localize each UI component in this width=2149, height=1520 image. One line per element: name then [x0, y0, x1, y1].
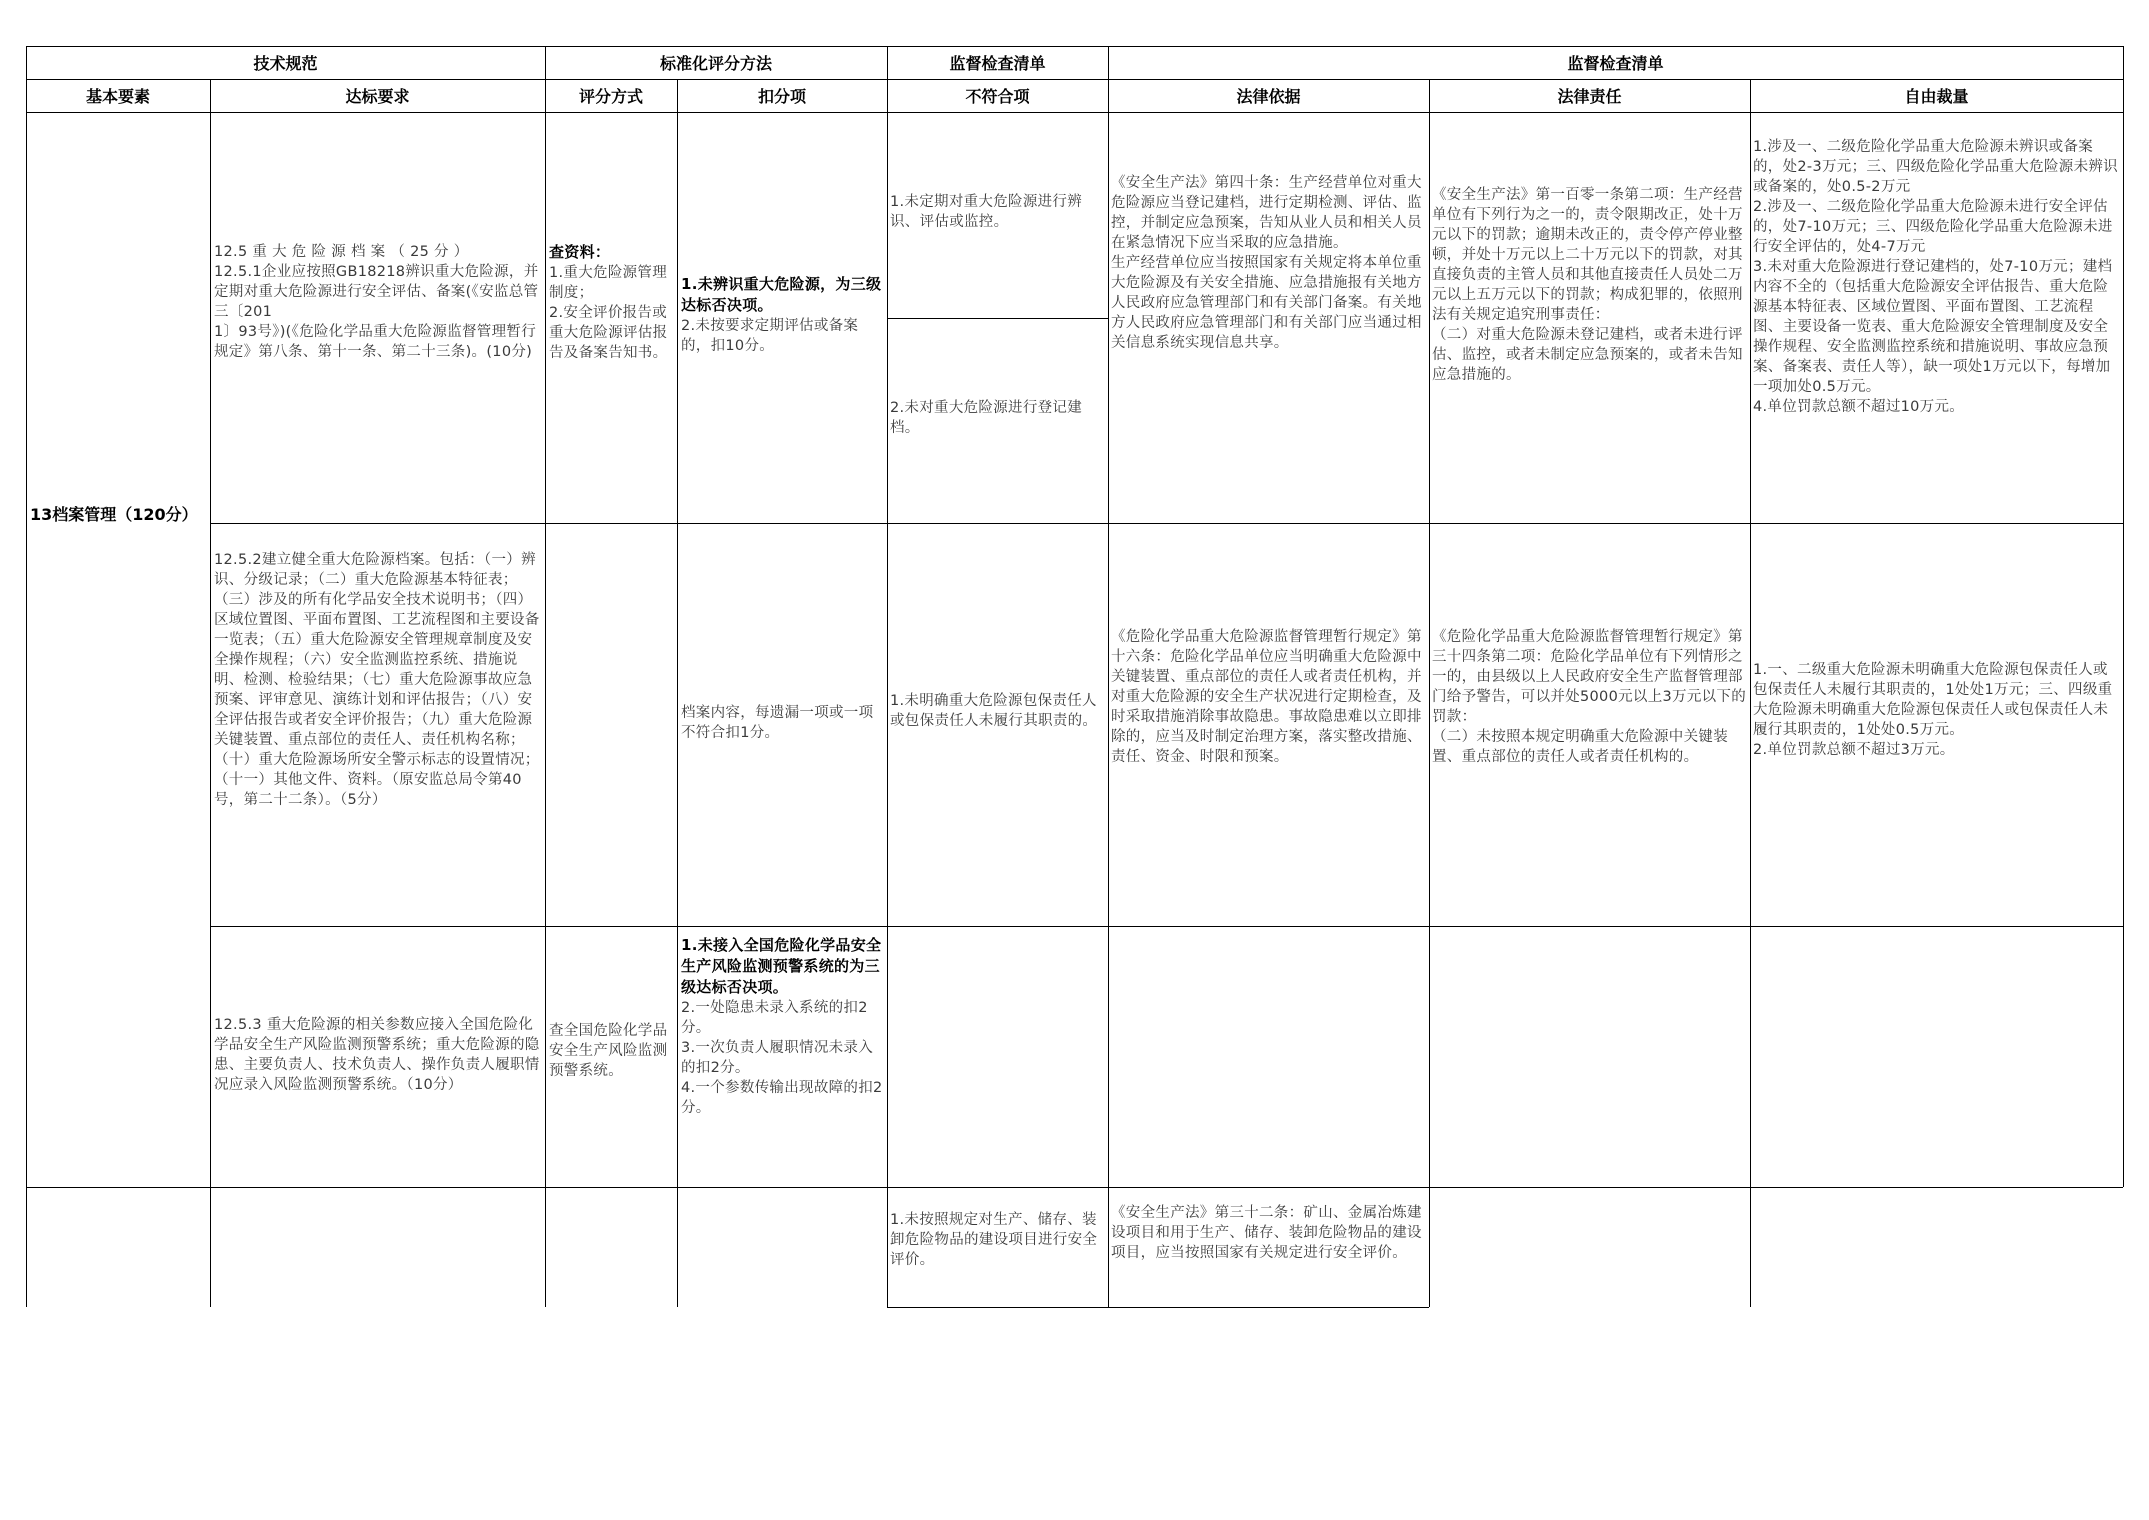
row3-deduction-veto: 1.未接入全国危险化学品安全生产风险监测预警系统的为三级达标否决项。	[681, 936, 882, 996]
row2-discretion: 1.一、二级重大危险源未明确重大危险源包保责任人或包保责任人未履行其职责的，1处处1万元；三、四级重大危险源未明确重大危险源包保责任人或包保责任人未履行其职责的，1处处0.5万元。 2.单位罚款总额不超过3万元。	[1753, 662, 2113, 758]
column-header-noncompliance: 不符合项	[965, 87, 1030, 106]
col-divider-noncompliance	[1108, 46, 1109, 1307]
header-group-tech: 技术规范	[253, 54, 318, 73]
column-header-deduction: 扣分项	[757, 87, 806, 106]
row3-method: 查全国危险化学品安全生产风险监测预警系统。	[549, 1023, 668, 1079]
header-group-checklist-a: 监督检查清单	[949, 54, 1046, 73]
column-header-method: 评分方式	[578, 87, 643, 106]
row2-legal-basis: 《危险化学品重大危险源监督管理暂行规定》第十六条：危险化学品单位应当明确重大危险源中关键装置、重点部位的责任人或者责任机构，并对重大危险源的安全生产状况进行定期检查，及时采取措施消除事故隐患。事故隐患难以立即排除的，应当及时制定治理方案，落实整改措施、责任、资金、时限和预案。	[1111, 629, 1422, 765]
row1-noncompliance-divider	[887, 318, 1108, 319]
row1-noncompliance-b: 2.未对重大危险源进行登记建档。	[890, 400, 1083, 436]
row1-legal-liability: 《安全生产法》第一百零一条第二项：生产经营单位有下列行为之一的，责令限期改正，处十万元以下的罚款；逾期未改正的，责令停产停业整顿，并处十万元以上二十万元以下的罚款，对其直接负责的主管人员和其他直接责任人员处二万元以上五万元以下的罚款；构成犯罪的，依照刑法有关规定追究刑事责任： （二）对重大危险源未登记建档，或者未进行评估、监控，或者未制定应急预案的，或者未告知应急措施的。	[1432, 187, 1743, 383]
row1-method	[549, 242, 675, 402]
column-header-legal-liability: 法律责任	[1557, 87, 1622, 106]
col-divider-requirement	[545, 46, 546, 1307]
row1-requirement: 12.5 重 大 危 险 源 档 案 （ 25 分 ） 12.5.1企业应按照GB18218辨识重大危险源，并定期对重大危险源进行安全评估、备案(《安监总管三〔201 1〕93号》)(《危险化学品重大危险源监督管理暂行规定》第八条、第十一条、第二十三条)。(10分)	[214, 244, 539, 360]
row1-deduction-text: 2.未按要求定期评估或备案的，扣10分。	[681, 318, 859, 354]
row3-bottom-border	[26, 1187, 2123, 1188]
row2-noncompliance: 1.未明确重大危险源包保责任人或包保责任人未履行其职责的。	[890, 693, 1098, 729]
row1-discretion: 1.涉及一、二级危险化学品重大危险源未辨识或备案的，处2-3万元；三、四级危险化学品重大危险源未辨识或备案的，处0.5-2万元 2.涉及一、二级危险化学品重大危险源未进行安全评估的，处7-10万元；三、四级危险化学品重大危险源未进行安全评估的，处4-7万元 3.未对重大危险源进行登记建档的，处7-10万元；建档内容不全的（包括重大危险源安全评估报告、重大危险源基本特征表、区域位置图、平面布置图、工艺流程图、主要设备一览表、重大危险源安全管理制度及安全操作规程、安全监测监控系统和措施说明、事故应急预案、备案表、责任人等），缺一项处1万元以下，每增加一项加处0.5万元。 4.单位罚款总额不超过10万元。	[1753, 139, 2118, 415]
column-header-requirement: 达标要求	[345, 87, 410, 106]
header-group-checklist-b: 监督检查清单	[1567, 54, 1664, 73]
row1-noncompliance-a: 1.未定期对重大危险源进行辨识、评估或监控。	[890, 194, 1083, 230]
row1-deduction-veto: 1.未辨识重大危险源，为三级达标否决项。	[681, 275, 882, 314]
header-group-scoring: 标准化评分方法	[659, 54, 772, 73]
row4-legal-basis: 《安全生产法》第三十二条：矿山、金属冶炼建设项目和用于生产、储存、装卸危险物品的建设项目，应当按照国家有关规定进行安全评价。	[1111, 1205, 1422, 1261]
row3-deduction-text: 2.一处隐患未录入系统的扣2分。 3.一次负责人履职情况未录入的扣2分。 4.一个参数传输出现故障的扣2分。	[681, 1000, 883, 1116]
row4-noncompliance: 1.未按照规定对生产、储存、装卸危险物品的建设项目进行安全评价。	[890, 1212, 1098, 1268]
row2-bottom-border	[210, 926, 2123, 927]
column-header-discretion: 自由裁量	[1904, 87, 1969, 106]
row2-requirement: 12.5.2建立健全重大危险源档案。包括：（一）辨识、分级记录；（二）重大危险源基本特征表；（三）涉及的所有化学品安全技术说明书；（四）区域位置图、平面布置图、工艺流程图和主要设备一览表；（五）重大危险源安全管理规章制度及安全操作规程；（六）安全监测监控系统、措施说明、检测、检验结果；（七）重大危险源事故应急预案、评审意见、演练计划和评估报告；（八）安全评估报告或者安全评价报告；（九）重大危险源关键装置、重点部位的责任人、责任机构名称；（十）重大危险源场所安全警示标志的设置情况；（十一）其他文件、资料。（原安监总局令第40号，第二十二条）。（5分）	[214, 552, 540, 808]
category-label: 13档案管理（120分）	[30, 505, 198, 524]
row3-requirement: 12.5.3 重大危险源的相关参数应接入全国危险化学品安全生产风险监测预警系统；重大危险源的隐患、主要负责人、技术负责人、操作负责人履职情况应录入风险监测预警系统。（10分）	[214, 1017, 540, 1093]
col-divider-element	[210, 79, 211, 1307]
row1-deduction	[681, 274, 883, 394]
row4-partial-border	[887, 1307, 1429, 1308]
col-divider-legal-basis	[1429, 79, 1430, 1307]
column-header-legal-basis: 法律依据	[1236, 87, 1301, 106]
table-border-right	[2123, 46, 2124, 1187]
row1-legal-basis: 《安全生产法》第四十条：生产经营单位对重大危险源应当登记建档，进行定期检测、评估、监控，并制定应急预案，告知从业人员和相关人员在紧急情况下应当采取的应急措施。 生产经营单位应当按照国家有关规定将本单位重大危险源及有关安全措施、应急措施报有关地方人民政府应急管理部门和有关部门备案。有关地方人民政府应急管理部门和有关部门应当通过相关信息系统实现信息共享。	[1111, 175, 1422, 351]
column-header-element: 基本要素	[85, 87, 150, 106]
header-bottom-border	[26, 112, 2123, 113]
row3-deduction	[681, 935, 883, 1155]
row2-legal-liability: 《危险化学品重大危险源监督管理暂行规定》第三十四条第二项：危险化学品单位有下列情形之一的，由县级以上人民政府安全生产监督管理部门给予警告，可以并处5000元以上3万元以下的罚款： （二）未按照本规定明确重大危险源中关键装置、重点部位的责任人或者责任机构的。	[1432, 629, 1747, 765]
table-border-left	[26, 46, 27, 1307]
col-divider-method	[677, 79, 678, 1307]
row1-method-title: 查资料：	[549, 243, 611, 261]
row1-method-text: 1.重大危险源管理制度； 2.安全评价报告或重大危险源评估报告及备案告知书。	[549, 265, 668, 361]
col-divider-legal-liability	[1750, 79, 1751, 1307]
row2-deduction: 档案内容，每遗漏一项或一项不符合扣1分。	[681, 705, 874, 741]
col-divider-deduction	[887, 46, 888, 1307]
row1-bottom-border	[210, 523, 2123, 524]
